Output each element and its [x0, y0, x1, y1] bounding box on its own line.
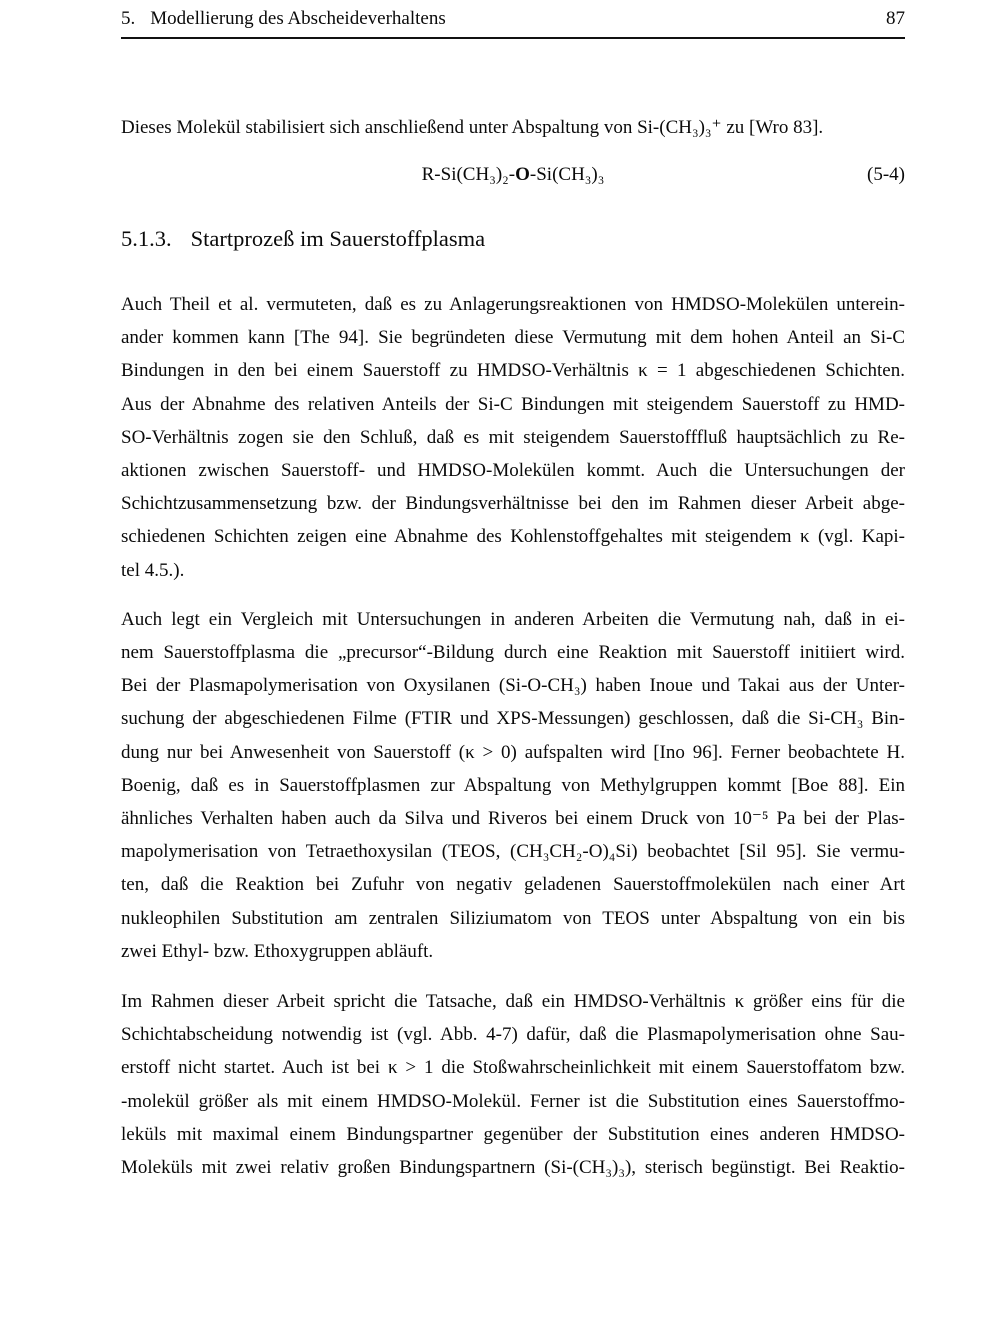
text-line: Bei der Plasmapolymerisation von Oxysilanen (Si-O-CH₃) haben Inoue und Takai aus der Unter- — [121, 675, 905, 697]
intro-paragraph: Dieses Molekül stabilisiert sich anschließend unter Abspaltung von Si-(CH₃)₃⁺ zu [Wro 83]. — [121, 117, 824, 138]
text-line: -molekül größer als mit einem HMDSO-Molekül. Ferner ist die Substitution eines Sauerstoffmo- — [121, 1090, 905, 1112]
text-line: dung nur bei Anwesenheit von Sauerstoff (κ > 0) aufspalten wird [Ino 96]. Ferner beobachtete H. — [121, 741, 905, 763]
text-line: SO-Verhältnis zogen sie den Schluß, daß es mit steigendem Sauerstofffluß hauptsächlich zu Re- — [121, 426, 905, 448]
text-line: nukleophilen Substitution am zentralen Siliziumatom von TEOS unter Abspaltung von ein bis — [121, 907, 905, 929]
section-heading — [121, 224, 905, 254]
text-line: aktionen zwischen Sauerstoff- und HMDSO-Molekülen kommt. Auch die Untersuchungen der — [121, 460, 905, 482]
equation-formula — [422, 164, 605, 185]
equation-number: (5-4) — [867, 164, 905, 185]
text-line: mapolymerisation von Tetraethoxysilan (TEOS, (CH₃CH₂-O)₄Si) beobachtet [Sil 95]. Sie vermu- — [121, 841, 905, 863]
text-line: Im Rahmen dieser Arbeit spricht die Tatsache, daß ein HMDSO-Verhältnis κ größer eins für die — [121, 991, 905, 1013]
chapter-title: Modellierung des Abscheideverhaltens — [150, 8, 446, 29]
text-line: Schichtzusammensetzung bzw. der Bindungsverhältnisse bei den im Rahmen dieser Arbeit abge- — [121, 493, 905, 515]
text-line: schiedenen Schichten zeigen eine Abnahme des Kohlenstoffgehaltes mit steigendem κ (vgl. Kapi- — [121, 526, 905, 548]
text-line: erstoff nicht startet. Auch ist bei κ > 1 die Stoßwahrscheinlichkeit mit einem Sauerstoffatom bzw. — [121, 1057, 905, 1079]
equation-row — [121, 158, 905, 191]
text-line: tel 4.5.). — [121, 559, 185, 581]
section-number: 5.1.3. — [121, 226, 172, 251]
text-line: zwei Ethyl- bzw. Ethoxygruppen abläuft. — [121, 940, 434, 962]
page-number: 87 — [886, 8, 905, 29]
running-header — [121, 0, 905, 39]
equation-bold-oxygen: O — [515, 164, 530, 185]
paragraph — [121, 288, 905, 587]
text-line: Moleküls mit zwei relativ großen Bindungspartnern (Si-(CH₃)₃), sterisch begünstigt. Bei Reaktio- — [121, 1157, 905, 1179]
paragraph — [121, 603, 905, 968]
paragraph — [121, 985, 905, 1184]
equation-left: R-Si(CH₃)₂- — [421, 164, 516, 185]
text-line: nem Sauerstoffplasma die „precursor“-Bildung durch eine Reaktion mit Sauerstoff initiiert wird. — [121, 642, 905, 664]
text-line: Bindungen in den bei einem Sauerstoff zu HMDSO-Verhältnis κ = 1 abgeschiedenen Schichten. — [121, 360, 905, 382]
text-line: Auch legt ein Vergleich mit Untersuchungen in anderen Arbeiten die Vermutung nah, daß in ei- — [121, 608, 905, 630]
chapter-heading — [121, 8, 446, 30]
text-line: suchung der abgeschiedenen Filme (FTIR und XPS-Messungen) geschlossen, daß die Si-CH₃ Bin- — [121, 708, 905, 730]
text-line: Boenig, daß es in Sauerstoffplasmen zur Abspaltung von Methylgruppen kommt [Boe 88]. Ein — [121, 774, 905, 796]
text-line: ander kommen kann [The 94]. Sie begründeten diese Vermutung mit dem hohen Anteil an Si-C — [121, 327, 905, 349]
text-line: Aus der Abnahme des relativen Anteils der Si-C Bindungen mit steigendem Sauerstoff zu HMD- — [121, 393, 905, 415]
section-title: Startprozeß im Sauerstoffplasma — [190, 226, 486, 251]
text-line: ten, daß die Reaktion bei Zufuhr von negativ geladenen Sauerstoffmolekülen nach einer Art — [121, 874, 905, 896]
text-line: ähnliches Verhalten haben auch da Silva und Riveros bei einem Druck von 10⁻⁵ Pa bei der Plas- — [121, 808, 905, 830]
text-line: leküls mit maximal einem Bindungspartner gegenüber der Substitution eines anderen HMDSO- — [121, 1123, 905, 1145]
text-line: Schichtabscheidung notwendig ist (vgl. Abb. 4-7) dafür, daß die Plasmapolymerisation ohne Sau- — [121, 1024, 905, 1046]
text-line: Auch Theil et al. vermuteten, daß es zu Anlagerungsreaktionen von HMDSO-Molekülen unterein- — [121, 294, 905, 315]
chapter-number: 5. — [121, 8, 136, 29]
equation-right: -Si(CH₃)₃ — [529, 164, 605, 185]
